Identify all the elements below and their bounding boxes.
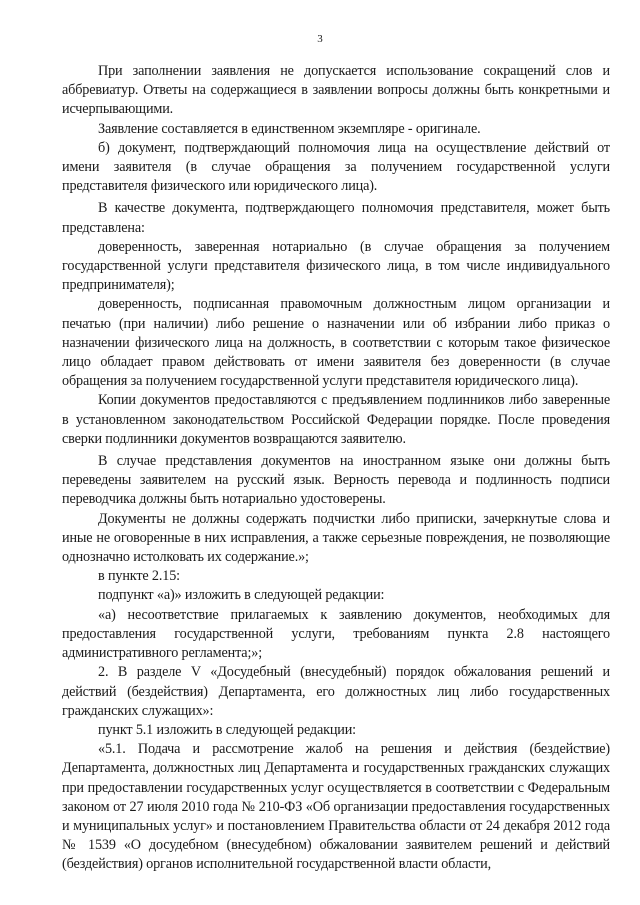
paragraph-clause-5-1-intro: пункт 5.1 изложить в следующей редакции: [98,721,356,738]
paragraph-notarized-power-of-attorney: доверенность, заверенная нотариально (в случае обращения за получением государственной услуги представителя физического лица, в том числе индивидуального предпринимателя); [62,238,610,294]
paragraph-single-copy: Заявление составляется в единственном экземпляре - оригинале. [98,120,481,137]
paragraph-signed-power-of-attorney: доверенность, подписанная правомочным должностным лицом организации и печатью (при наличии) либо решение о назначении или об избрании либо приказ о назначении физического лица на должность, в соответствии с которым такое физическое лицо обладает правом действовать от имени заявителя без доверенности (в случае обращения за получением государственной услуги представителя юридического лица). [62,296,610,390]
paragraph-subclause-a-text: «а) несоответствие прилагаемых к заявлению документов, необходимых для предоставления государственной услуги, требованиям пункта 2.8 настоящего административного регламента;»; [62,606,610,662]
paragraph-item-b-authority-document: б) документ, подтверждающий полномочия лица на осуществление действий от имени заявителя (в случае обращения за получением государственной услуги представителя физического или юридического лица). [62,139,610,195]
paragraph-clause-5-1-text: «5.1. Подача и рассмотрение жалоб на решения и действия (бездействие) Департамента, должностных лиц Департамента и государственных гражданских служащих при предоставлении государственных услуг осуществляется в соответствии с Федеральным законом от 27 июля 2010 года № 210-ФЗ «Об организации предоставления государственных и муниципальных услуг» и постановлением Правительства области от 24 декабря 2012 года № 1539 «О досудебном (внесудебном) обжаловании заявителем решений и действий (бездействия) органов исполнительной государственной власти области, [62,741,610,873]
paragraph-foreign-language-documents: В случае представления документов на иностранном языке они должны быть переведены заявителем на русский язык. Верность перевода и подлинность подписи переводчика должны быть нотариально удостоверены. [62,453,610,508]
paragraph-abbreviations: При заполнении заявления не допускается использование сокращений слов и аббревиатур. Ответы на содержащиеся в заявлении вопросы должны быть конкретными и исчерпывающими. [62,63,610,118]
page-number: 3 [317,33,323,45]
paragraph-subclause-a-intro: подпункт «а)» изложить в следующей редакции: [98,587,385,604]
paragraph-authority-document-types: В качестве документа, подтверждающего полномочия представителя, может быть представлена: [62,200,610,236]
paragraph-no-corrections: Документы не должны содержать подчистки либо приписки, зачеркнутые слова и иные не оговоренные в них исправления, а также серьезные повреждения, не позволяющие однозначно истолковать их содержание.»; [62,510,610,566]
document-body [62,62,610,875]
paragraph-document-copies: Копии документов предоставляются с предъявлением подлинников либо заверенные в установленном законодательством Российской Федерации порядке. После проведения сверки подлинники документов возвращаются заявителю. [62,392,610,447]
paragraph-section-v: 2. В разделе V «Досудебный (внесудебный) порядок обжалования решений и действий (бездействия) Департамента, его должностных лиц либо государственных гражданских служащих»: [62,664,610,719]
paragraph-clause-2-15: в пункте 2.15: [98,568,180,585]
